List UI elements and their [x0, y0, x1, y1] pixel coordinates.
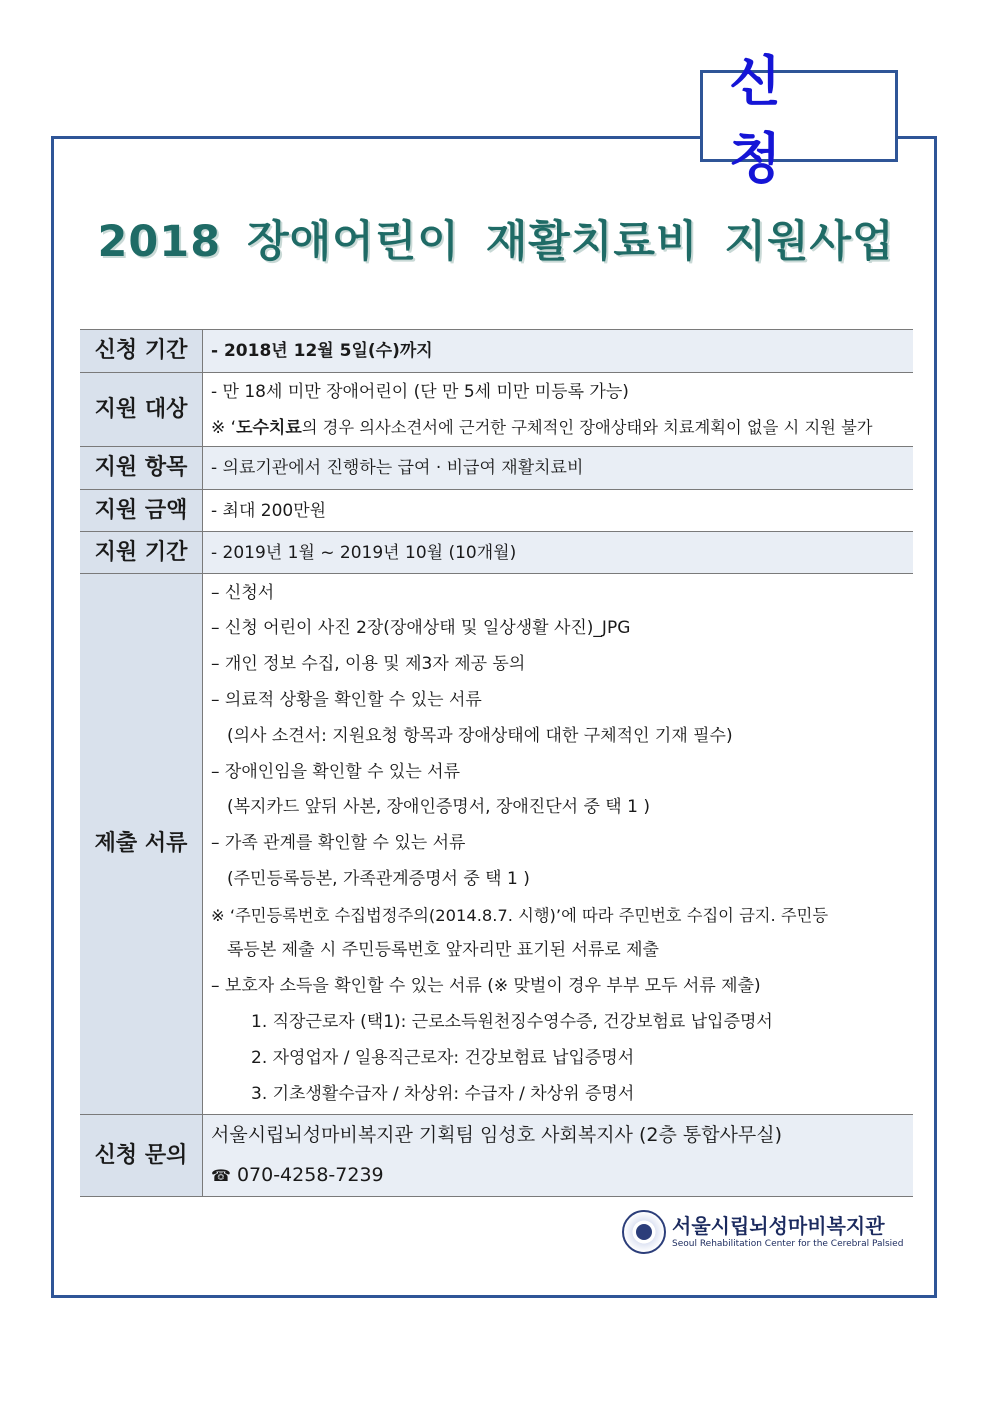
target-note-rest: 의 경우 의사소견서에 근거한 구체적인 장애상태와 치료계획이 없을 시 지원 불가	[301, 417, 873, 437]
content-target	[203, 373, 914, 447]
doc-line: 1. 직장근로자 (택1): 근로소득원천징수영수증, 건강보험료 납입증명서	[251, 1012, 773, 1033]
doc-line: (복지카드 앞뒤 사본, 장애인증명서, 장애진단서 중 택 1 )	[227, 797, 650, 818]
doc-line: (의사 소견서: 지원요청 항목과 장애상태에 대한 구체적인 기재 필수)	[227, 725, 733, 746]
organization-logo	[622, 1210, 903, 1254]
target-note-prefix: ※ ‘	[211, 417, 237, 438]
row-documents	[80, 574, 913, 1115]
content-period	[203, 330, 914, 373]
logo-names	[672, 1214, 903, 1250]
amount-text: - 최대 200만원	[211, 500, 327, 521]
logo-name-kr: 서울시립뇌성마비복지관	[672, 1214, 885, 1238]
doc-line: (주민등록등본, 가족관계증명서 중 택 1 )	[227, 868, 530, 889]
row-duration	[80, 532, 913, 574]
seal-icon	[622, 1210, 666, 1254]
phone-icon: ☎	[211, 1166, 231, 1185]
target-line-2	[211, 410, 905, 446]
target-note-bold: 도수치료	[236, 417, 302, 438]
doc-line: 2. 자영업자 / 일용직근로자: 건강보험료 납입증명서	[251, 1047, 635, 1068]
duration-text: - 2019년 1월 ~ 2019년 10월 (10개월)	[211, 542, 517, 563]
label-duration: 지원 기간	[80, 532, 203, 574]
content-duration	[203, 532, 914, 574]
label-amount: 지원 금액	[80, 490, 203, 532]
target-line-1: - 만 18세 미만 장애어린이 (단 만 5세 미만 미등록 가능)	[211, 381, 629, 402]
stamp-text: 신 청	[729, 50, 808, 190]
label-items: 지원 항목	[80, 447, 203, 490]
row-items	[80, 447, 913, 490]
info-table	[80, 329, 913, 1197]
doc-line: – 신청 어린이 사진 2장(장애상태 및 일상생활 사진)_JPG	[211, 618, 631, 639]
inquiry-phone-line	[211, 1155, 905, 1196]
content-documents	[203, 574, 914, 1115]
content-inquiry	[203, 1115, 914, 1197]
doc-line: – 가족 관계를 확인할 수 있는 서류	[211, 833, 466, 854]
period-text: - 2018년 12월 5일(수)까지	[211, 341, 433, 361]
doc-line: 록등본 제출 시 주민등록번호 앞자리만 표기된 서류로 제출	[227, 940, 659, 961]
row-period	[80, 330, 913, 373]
doc-line: – 장애인임을 확인할 수 있는 서류	[211, 761, 461, 782]
items-text: - 의료기관에서 진행하는 급여 · 비급여 재활치료비	[211, 458, 584, 478]
content-items	[203, 447, 914, 490]
inquiry-contact: 서울시립뇌성마비복지관 기획팀 임성호 사회복지사 (2층 통합사무실)	[211, 1124, 783, 1146]
doc-line: – 신청서	[211, 582, 275, 603]
doc-line: 3. 기초생활수급자 / 차상위: 수급자 / 차상위 증명서	[251, 1083, 635, 1104]
label-documents: 제출 서류	[80, 574, 203, 1115]
inquiry-phone: 070-4258-7239	[236, 1164, 384, 1186]
page-title: 2018 장애어린이 재활치료비 지원사업	[97, 217, 895, 267]
label-period: 신청 기간	[80, 330, 203, 373]
content-amount	[203, 490, 914, 532]
logo-name-en: Seoul Rehabilitation Center for the Cerebral Palsied	[672, 1239, 904, 1249]
row-inquiry	[80, 1115, 913, 1197]
label-target: 지원 대상	[80, 373, 203, 447]
doc-line: ※ ‘주민등록번호 수집법정주의(2014.8.7. 시행)’에 따라 주민번호 수집이 금지. 주민등	[211, 905, 829, 925]
row-amount	[80, 490, 913, 532]
application-stamp	[700, 50, 898, 190]
doc-line: – 의료적 상황을 확인할 수 있는 서류	[211, 689, 482, 710]
doc-line: – 보호자 소득을 확인할 수 있는 서류 (※ 맞벌이 경우 부부 모두 서류 제출)	[211, 976, 761, 997]
doc-line: – 개인 정보 수집, 이용 및 제3자 제공 동의	[211, 654, 526, 675]
label-inquiry: 신청 문의	[80, 1115, 203, 1197]
row-target	[80, 373, 913, 447]
